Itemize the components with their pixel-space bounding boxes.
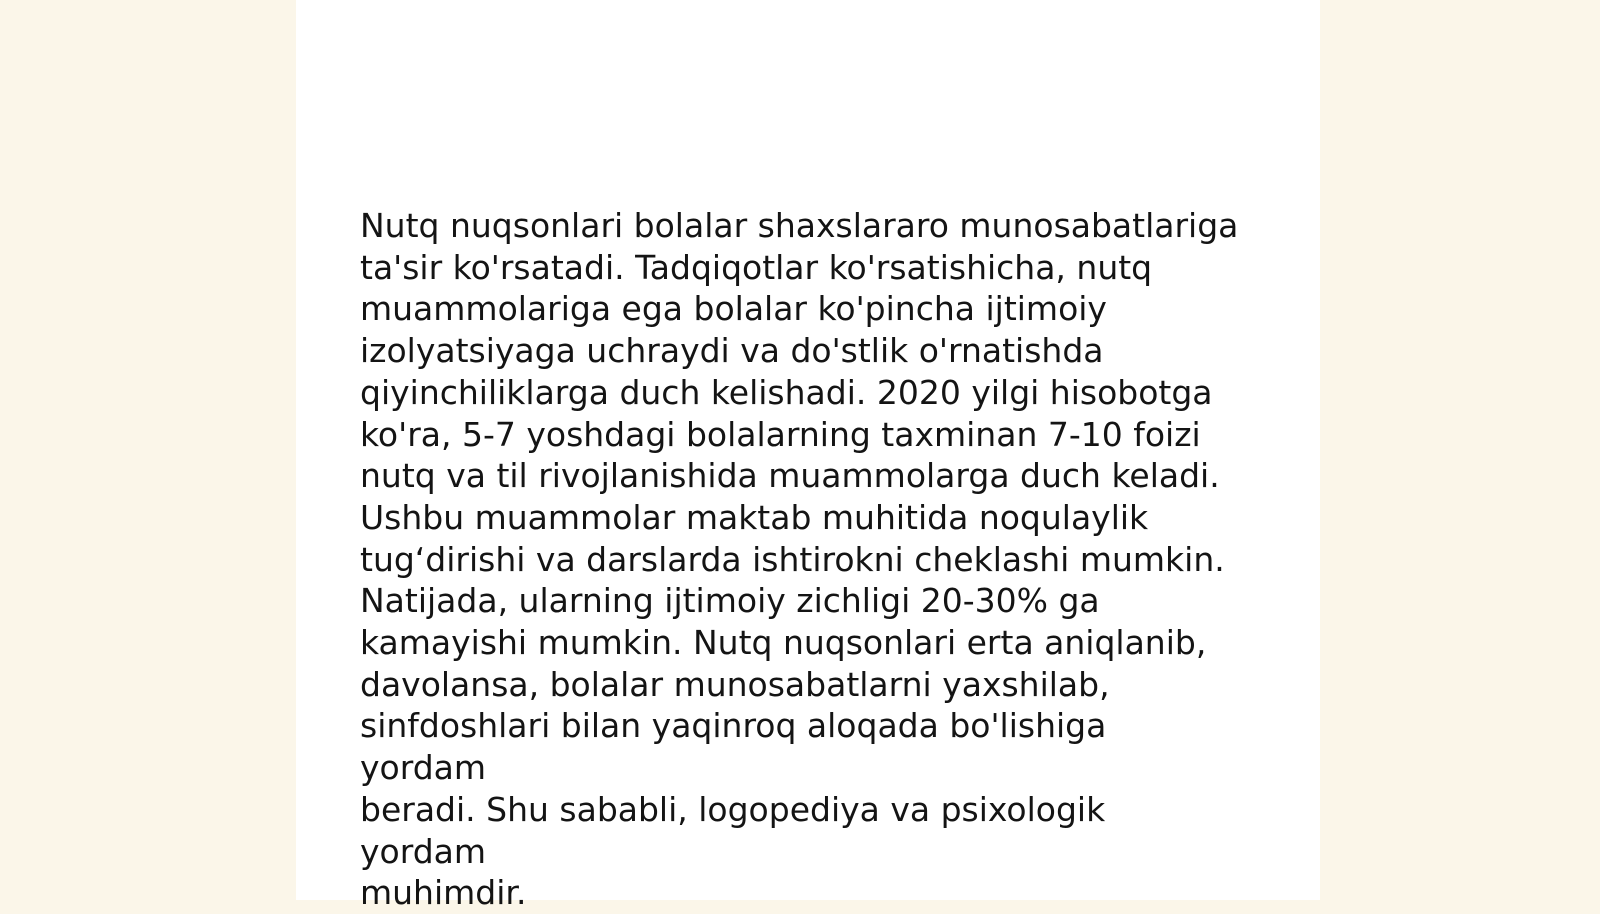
body-paragraph: Nutq nuqsonlari bolalar shaxslararo munosabatlariga ta'sir ko'rsatadi. Tadqiqotlar ko'rsatishicha, nutq muammolariga ega bolalar ko'pincha ijtimoiy izolyatsiyaga uchraydi va do'stlik o'rnatishda qiyinchiliklarga duch kelishadi. 2020 yilgi hisobotga ko'ra, 5-7 yoshdagi bolalarning taxminan 7-10 foizi nutq va til rivojlanishida muammolarga duch keladi. Ushbu muammolar maktab muhitida noqulaylik tug‘dirishi va darslarda ishtirokni cheklashi mumkin. Natijada, ularning ijtimoiy zichligi 20-30% ga kamayishi mumkin. Nutq nuqsonlari erta aniqlanib, davolansa, bolalar munosabatlarni yaxshilab, sinfdoshlari bilan yaqinroq aloqada bo'lishiga yordam beradi. Shu sababli, logopediya va psixologik yordam muhimdir.	[360, 206, 1239, 913]
document-page	[296, 0, 1320, 913]
